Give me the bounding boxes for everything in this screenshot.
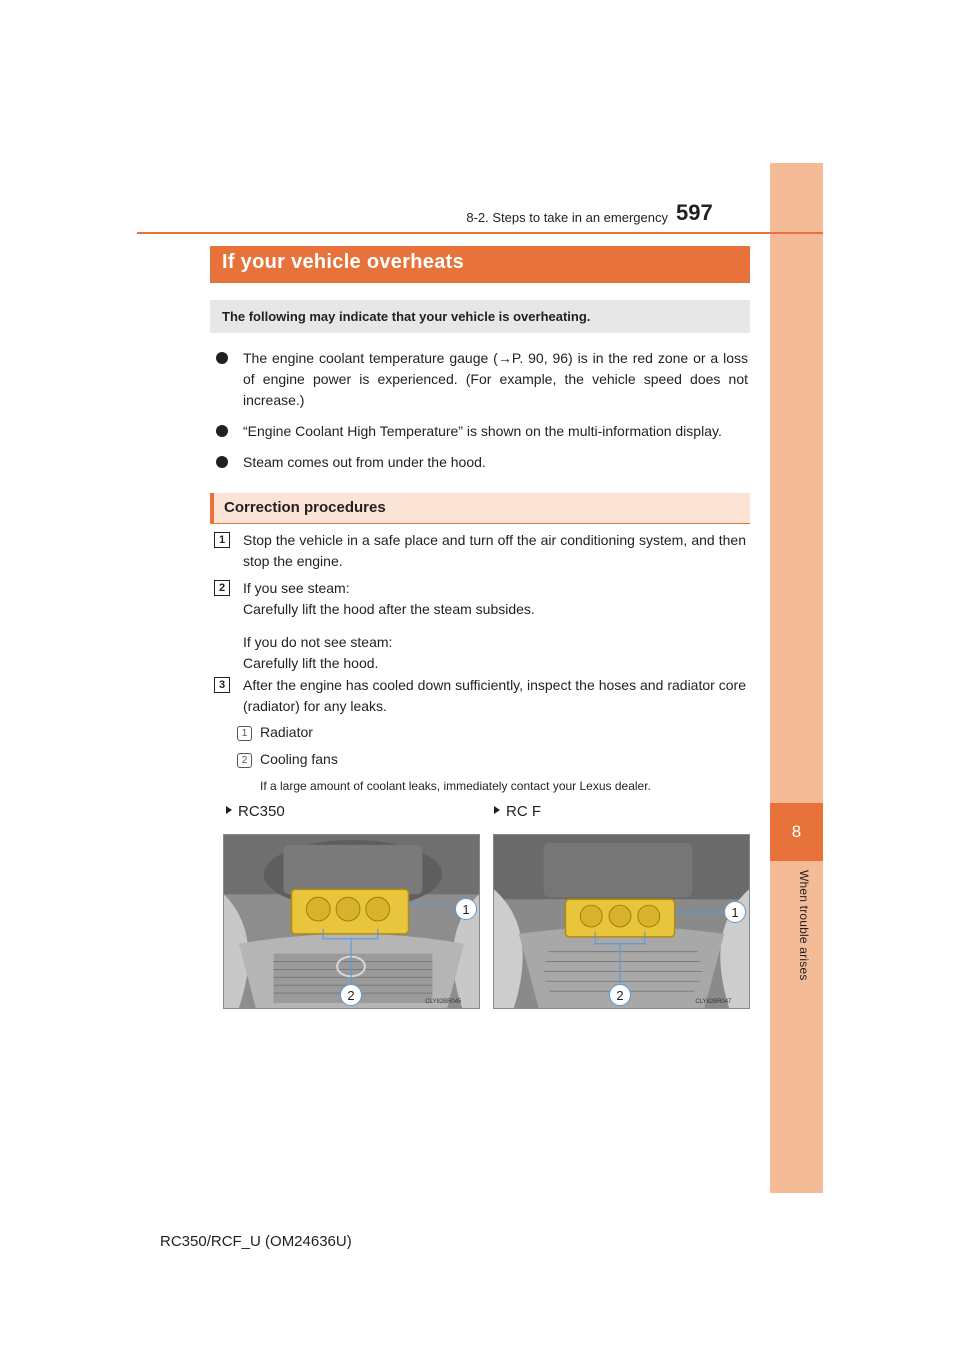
list-item: “Engine Coolant High Temperature” is shown on the multi-information display. — [214, 421, 748, 442]
callout-2: 2 — [340, 984, 362, 1006]
section-heading: 8-2. Steps to take in an emergency — [466, 210, 668, 225]
legend-number: 2 — [237, 753, 252, 768]
step-number: 3 — [214, 677, 230, 693]
figure-code: CLY82BR047 — [695, 999, 732, 1006]
step-number: 1 — [214, 532, 230, 548]
symptom-list — [214, 348, 748, 483]
chapter-label: When trouble arises — [797, 870, 811, 981]
step-number: 2 — [214, 580, 230, 596]
engine-bay-image-rcf — [493, 834, 750, 1009]
list-item: The engine coolant temperature gauge (→P. 90, 96) is in the red zone or a loss of engine power is experienced. (For example, the vehicle speed does not increase.) — [214, 348, 748, 411]
intro-box: The following may indicate that your vehicle is overheating. — [210, 300, 750, 333]
callout-1: 1 — [455, 898, 477, 920]
chapter-number: 8 — [770, 803, 823, 861]
step-text — [243, 578, 746, 674]
manual-code-footer: RC350/RCF_U (OM24636U) — [160, 1233, 352, 1250]
list-item: Steam comes out from under the hood. — [214, 452, 748, 473]
legend-label: Radiator — [260, 724, 313, 740]
step-line: If you see steam: — [243, 580, 350, 596]
step-line: Carefully lift the hood after the steam subsides. — [243, 601, 535, 617]
callout-1: 1 — [724, 901, 746, 923]
legend-label: Cooling fans — [260, 751, 338, 767]
step-text: Stop the vehicle in a safe place and turn off the air conditioning system, and then stop the engine. — [243, 532, 746, 569]
dealer-note: If a large amount of coolant leaks, immediately contact your Lexus dealer. — [260, 779, 651, 793]
page-title: If your vehicle overheats — [210, 246, 750, 283]
header-rule — [137, 232, 823, 234]
figure-caption: RC350 — [226, 803, 285, 820]
triangle-icon — [494, 806, 500, 814]
callout-2: 2 — [609, 984, 631, 1006]
step-line: Carefully lift the hood. — [243, 655, 379, 671]
legend-number: 1 — [237, 726, 252, 741]
page-number: 597 — [676, 200, 713, 225]
correction-heading: Correction procedures — [210, 493, 750, 524]
step-line: If you do not see steam: — [243, 634, 393, 650]
engine-bay-image-rc350 — [223, 834, 480, 1009]
figure-caption: RC F — [494, 803, 541, 820]
step-text: After the engine has cooled down sufficiently, inspect the hoses and radiator core (radiator) for any leaks. — [243, 677, 746, 714]
chapter-side-tab — [770, 163, 823, 1193]
figure-code: CLY82BR045 — [425, 999, 462, 1006]
triangle-icon — [226, 806, 232, 814]
